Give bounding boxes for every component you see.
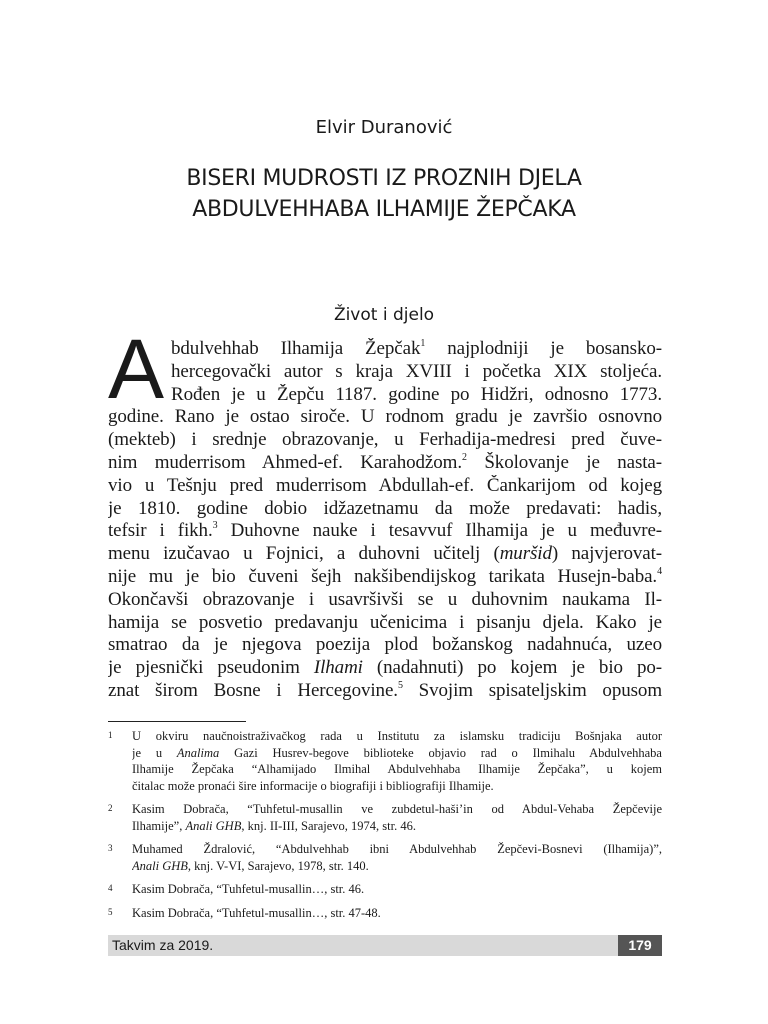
- title-line-2: ABDULVEHHABA ILHAMIJE ŽEPČAKA: [192, 197, 576, 222]
- body-text: ) najvjerovat-: [551, 543, 662, 565]
- page-number: 179: [618, 935, 662, 956]
- body-line: [108, 361, 662, 384]
- footnote-line: [132, 801, 662, 818]
- footnote-text: U okviru naučnoistraživačkog rada u Institutu za islamsku tradiciju Bošnjaka autor: [132, 729, 662, 743]
- body-line: [108, 657, 662, 680]
- footnote-line: [132, 818, 662, 835]
- title-line-1: BISERI MUDROSTI IZ PROZNIH DJELA: [186, 166, 582, 191]
- body-text: bdulvehhab Ilhamija Žepčak: [171, 338, 421, 359]
- body-line: [108, 338, 662, 361]
- footnote-line: [132, 881, 662, 898]
- footnote-item: [108, 728, 662, 794]
- drop-cap: A: [108, 322, 165, 416]
- body-text: (mekteb) i srednje obrazovanje, u Ferhadija-medresi pred čuve-: [108, 429, 662, 451]
- body-line: [108, 452, 662, 475]
- body-line: [108, 384, 662, 407]
- footnote-reference: 1: [420, 338, 426, 349]
- body-text: Okončavši obrazovanje i usavršivši se u duhovnim naukama Il-: [108, 588, 662, 610]
- footnote-italic: Analima: [176, 745, 220, 760]
- footnote-number: 4: [108, 883, 113, 893]
- body-text: je pjesnički pseudonim: [108, 657, 314, 679]
- author-name: Elvir Duranović: [315, 117, 453, 138]
- footnote-text: Ilhamije Žepčaka “Alhamijado Ilmihal Abdulvehhaba Ilhamije Žepčaka”, u kojem: [132, 762, 662, 776]
- footnote-reference: 3: [212, 520, 218, 532]
- footnote-number: 3: [108, 843, 113, 853]
- footnote-line: [132, 905, 662, 922]
- body-text: znat širom Bosne i Hercegovine.: [108, 679, 398, 701]
- body-line: [108, 566, 662, 589]
- footnote-line: [132, 778, 662, 795]
- body-line: [108, 612, 662, 635]
- footnote-number: 5: [108, 906, 113, 917]
- footnote-line: [132, 761, 662, 778]
- footnote-item: [108, 841, 662, 874]
- body-line: [108, 475, 662, 498]
- footnote-item: [108, 905, 662, 922]
- footnote-text: Gazi Husrev-begove biblioteke objavio rad o Ilmihalu Abdulvehhaba: [219, 745, 662, 760]
- footnote-text: , knj. V-VI, Sarajevo, 1978, str. 140.: [187, 858, 369, 873]
- body-line: [108, 520, 662, 543]
- body-text: hamija se posvetio predavanju učenicima i pisanju djela. Kako je: [108, 611, 662, 633]
- footnote-text: je u: [132, 745, 177, 760]
- body-text: tefsir i fikh.: [108, 520, 213, 542]
- body-text: (nadahnuti) po kojem je bio po-: [362, 657, 662, 679]
- body-line: [108, 498, 662, 521]
- body-line: [108, 543, 662, 566]
- body-italic: Ilhami: [313, 657, 363, 679]
- footnote-reference: 5: [397, 679, 403, 691]
- footnote-line: [132, 745, 662, 762]
- body-line: [108, 634, 662, 657]
- footnote-italic: Anali GHB: [132, 858, 188, 873]
- body-line: [108, 429, 662, 452]
- footnotes: [108, 728, 662, 928]
- footnote-item: [108, 801, 662, 834]
- section-heading: Život i djelo: [333, 305, 435, 325]
- body-text: nim muderrisom Ahmed-ef. Karahodžom.: [108, 451, 462, 473]
- body-text: Duhovne nauke i tesavvuf Ilhamija je u međuvre-: [217, 520, 662, 542]
- footnote-number: 2: [108, 803, 113, 813]
- body-text: najplodniji je bosansko-: [425, 338, 662, 359]
- article-title: [0, 163, 768, 225]
- footnote-text: Ilhamije”,: [132, 818, 186, 833]
- footnote-text: Kasim Dobrača, “Tuhfetul-musallin…, str. 46.: [132, 882, 365, 896]
- body-italic: muršid: [499, 543, 552, 565]
- body-text: je 1810. godine dobio idžazetnamu da može predavati: hadis,: [108, 497, 662, 519]
- footnote-item: [108, 881, 662, 898]
- footnote-separator: [108, 721, 246, 722]
- footnote-number: 1: [108, 730, 113, 740]
- page-footer: [108, 935, 662, 956]
- footnote-text: Kasim Dobrača, “Tuhfetul-musallin…, str. 47-48.: [132, 905, 381, 920]
- body-line: [108, 589, 662, 612]
- footnote-text: Kasim Dobrača, “Tuhfetul-musallin ve zubdetul-haši’in od Abdul-Vehaba Žepčevije: [132, 802, 662, 816]
- footnote-line: [132, 728, 662, 745]
- body-text: smatrao da je njegova poezija plod božanskog nadahnuća, uzeo: [108, 634, 662, 656]
- body-paragraph: [108, 338, 662, 703]
- body-text: Svojim spisateljskim opusom: [402, 679, 662, 701]
- footnote-line: [132, 858, 662, 875]
- body-text: Rođen je u Žepču 1187. godine po Hidžri, odnosno 1773.: [171, 383, 662, 405]
- footnote-text: Muhamed Ždralović, “Abdulvehhab ibni Abdulvehhab Žepčevi-Bosnevi (Ilhamija)”,: [132, 842, 662, 856]
- publication-name: Takvim za 2019.: [112, 937, 214, 953]
- body-line: [108, 680, 662, 703]
- footnote-line: [132, 841, 662, 858]
- footnote-italic: Anali GHB: [185, 818, 242, 833]
- body-text: nije mu je bio čuveni šejh nakšibendijskog tarikata Husejn-baba.: [108, 565, 658, 587]
- body-text: vio u Tešnju pred muderrisom Abdullah-ef. Čankarijom od kojeg: [108, 474, 662, 496]
- body-text: hercegovački autor s kraja XVIII i početka XIX stoljeća.: [171, 360, 662, 382]
- body-line: [108, 406, 662, 429]
- footnote-text: , knj. II-III, Sarajevo, 1974, str. 46.: [241, 818, 416, 833]
- footnote-text: čitalac može pronaći šire informacije o biografiji i bibliografiji Ilhamije.: [132, 778, 494, 793]
- body-text: menu izučavao u Fojnici, a duhovni učitelj (: [108, 543, 500, 565]
- body-text: godine. Rano je ostao siroče. U rodnom gradu je završio osnovno: [108, 406, 662, 428]
- footnote-reference: 4: [657, 565, 662, 577]
- footnote-reference: 2: [462, 451, 467, 463]
- body-text: Školovanje je nasta-: [466, 451, 662, 473]
